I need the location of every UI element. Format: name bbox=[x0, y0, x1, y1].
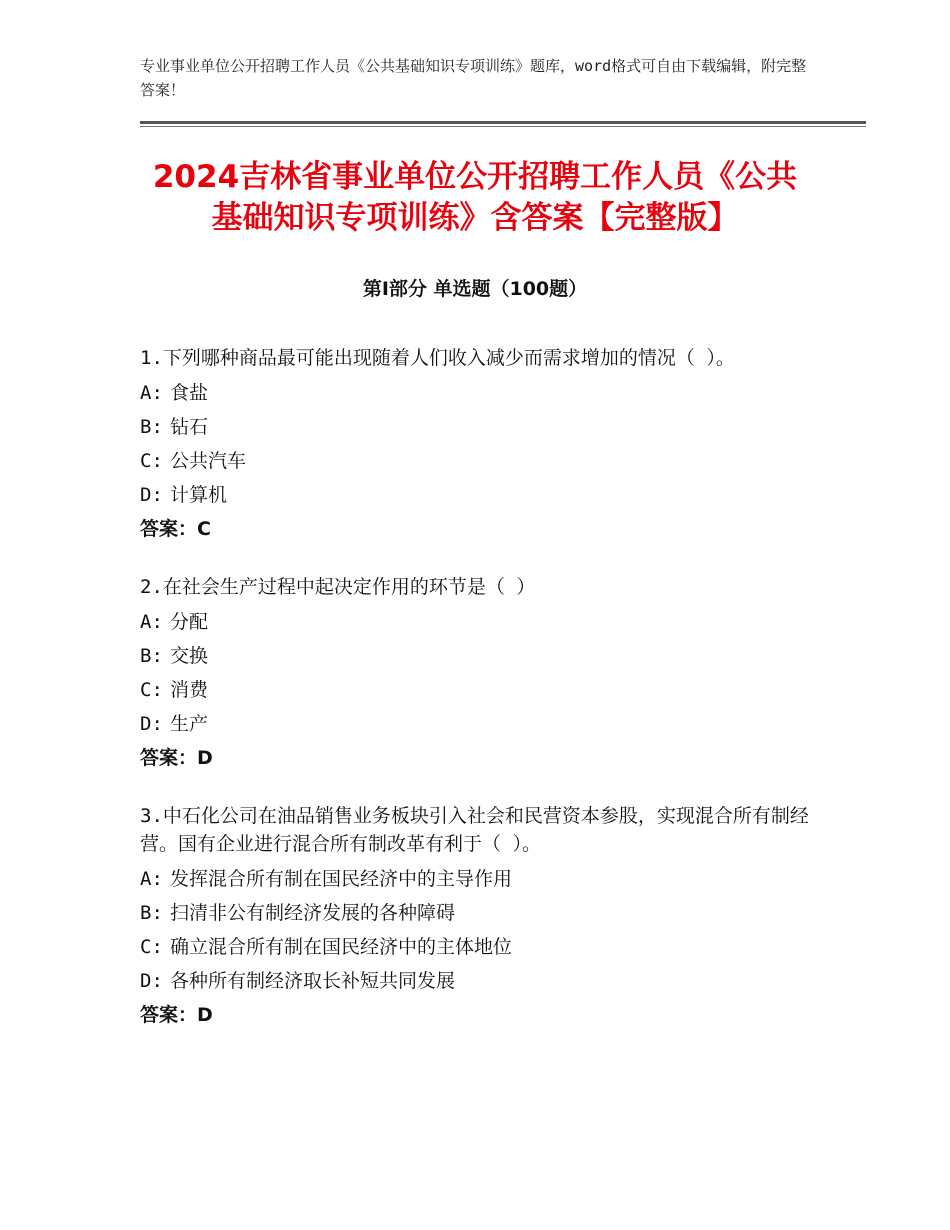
question-2 bbox=[140, 573, 810, 775]
option-list bbox=[140, 862, 810, 998]
option-c bbox=[140, 930, 810, 964]
option-text: 消费 bbox=[170, 679, 209, 701]
option-a bbox=[140, 376, 810, 410]
option-d bbox=[140, 707, 810, 741]
option-text: 扫清非公有制经济发展的各种障碍 bbox=[170, 902, 456, 924]
option-d bbox=[140, 478, 810, 512]
answer: 答案：D bbox=[140, 747, 213, 769]
section-title: 第Ⅰ部分 单选题（100题） bbox=[362, 278, 588, 300]
option-c bbox=[140, 673, 810, 707]
answer: 答案：C bbox=[140, 518, 211, 540]
option-key: B: bbox=[140, 645, 163, 667]
option-key: D: bbox=[140, 970, 163, 992]
question-stem: 2.在社会生产过程中起决定作用的环节是（ ） bbox=[140, 576, 536, 598]
option-b bbox=[140, 896, 810, 930]
option-key: A: bbox=[140, 382, 163, 404]
option-b bbox=[140, 639, 810, 673]
option-text: 交换 bbox=[170, 645, 209, 667]
option-text: 计算机 bbox=[170, 484, 228, 506]
question-1 bbox=[140, 344, 810, 546]
option-b bbox=[140, 410, 810, 444]
option-key: C: bbox=[140, 936, 163, 958]
option-text: 发挥混合所有制在国民经济中的主导作用 bbox=[170, 868, 513, 890]
answer: 答案：D bbox=[140, 1004, 213, 1026]
option-key: D: bbox=[140, 713, 163, 735]
option-d bbox=[140, 964, 810, 998]
option-key: A: bbox=[140, 868, 163, 890]
option-text: 钻石 bbox=[170, 416, 209, 438]
option-text: 各种所有制经济取长补短共同发展 bbox=[170, 970, 456, 992]
question-stem: 1.下列哪种商品最可能出现随着人们收入减少而需求增加的情况（ ）。 bbox=[140, 347, 735, 369]
option-text: 食盐 bbox=[170, 382, 209, 404]
document-title: 2024吉林省事业单位公开招聘工作人员《公共基础知识专项训练》含答案【完整版】 bbox=[152, 159, 798, 236]
question-stem: 3.中石化公司在油品销售业务板块引入社会和民营资本参股，实现混合所有制经营。国有企业进行混合所有制改革有利于（ ）。 bbox=[140, 805, 809, 855]
header-note: 专业事业单位公开招聘工作人员《公共基础知识专项训练》题库，word格式可自由下载编辑，附完整答案！ bbox=[140, 57, 807, 99]
option-list bbox=[140, 376, 810, 512]
header-rule-thin bbox=[140, 126, 866, 127]
option-text: 确立混合所有制在国民经济中的主体地位 bbox=[170, 936, 513, 958]
question-3 bbox=[140, 802, 810, 1032]
option-key: A: bbox=[140, 611, 163, 633]
option-key: C: bbox=[140, 679, 163, 701]
header-rule-thick bbox=[140, 121, 866, 124]
question-list bbox=[140, 344, 810, 1059]
option-key: C: bbox=[140, 450, 163, 472]
option-text: 分配 bbox=[170, 611, 209, 633]
option-list bbox=[140, 605, 810, 741]
option-c bbox=[140, 444, 810, 478]
option-a bbox=[140, 605, 810, 639]
option-a bbox=[140, 862, 810, 896]
option-text: 生产 bbox=[170, 713, 209, 735]
option-key: B: bbox=[140, 416, 163, 438]
option-key: D: bbox=[140, 484, 163, 506]
option-text: 公共汽车 bbox=[170, 450, 247, 472]
option-key: B: bbox=[140, 902, 163, 924]
